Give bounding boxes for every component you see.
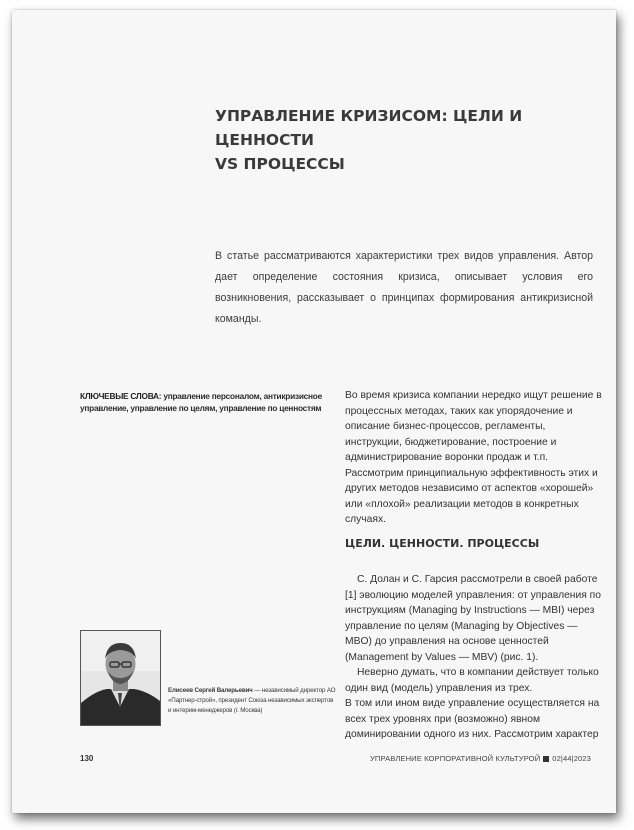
keywords-block <box>80 390 330 414</box>
author-photo <box>80 630 161 726</box>
journal-issue: 02|44|2023 <box>552 754 591 763</box>
journal-name: УПРАВЛЕНИЕ КОРПОРАТИВНОЙ КУЛЬТУРОЙ <box>369 754 541 763</box>
paragraph-misconception: Неверно думать, что в компании действует только один вид (модель) управления из трех. <box>345 667 599 694</box>
article-title-line1: УПРАВЛЕНИЕ КРИЗИСОМ: ЦЕЛИ И ЦЕННОСТИ <box>215 107 523 149</box>
paragraph-models: С. Долан и С. Гарсия рассмотрели в своей работе [1] эволюцию моделей управления: от управления по инструкциям (Managing by Instructions — MBI) через управление по целям (Managing by Objectives — MBO) до управления на основе ценностей (Management by Values — MBV) (рис. 1). <box>345 574 601 663</box>
author-name: Елисеев Сергей Валерьевич <box>168 687 253 694</box>
article-title-line2: VS ПРОЦЕССЫ <box>215 155 345 173</box>
square-bullet-icon <box>543 756 549 762</box>
journal-footer <box>370 754 591 763</box>
author-portrait-icon <box>81 631 160 725</box>
section-heading: ЦЕЛИ. ЦЕННОСТИ. ПРОЦЕССЫ <box>345 537 540 550</box>
paragraph-levels: В том или ином виде управление осуществляется на всех трех уровнях при (возможно) явном доминировании одного из них. Рассмотрим характер <box>345 698 600 740</box>
article-lead: В статье рассматриваются характеристики трех видов управления. Автор дает определение состояния кризиса, описывает условия его возникновения, рассказывает о принципах формирования антикризисной команды. <box>215 250 593 325</box>
author-caption <box>168 686 338 716</box>
page-number: 130 <box>80 754 94 763</box>
keywords-label: КЛЮЧЕВЫЕ СЛОВА: <box>80 391 162 401</box>
section-body <box>345 572 603 743</box>
paragraph-intro: Во время кризиса компании нередко ищут решение в процессных методах, таких как упорядочение и описание бизнес-процессов, регламенты, инструкции, бюджетирование, построение и администрирование воронки продаж и т.п. Рассмотрим принципиальную эффективность этих и других методов независимо от аспектов «хорошей» или «плохой» реализации методов в конкретных случаях. <box>345 390 602 525</box>
magazine-page <box>12 10 616 813</box>
keywords-text: управление персоналом, антикризисное управление, управление по целям, управление по ценностям <box>80 391 322 413</box>
article-title <box>215 104 605 176</box>
author-bio: — независимый директор АО «Партнер-строй», президент Союза независимых экспертов и интерим-менеджеров (г. Москва) <box>168 687 336 714</box>
